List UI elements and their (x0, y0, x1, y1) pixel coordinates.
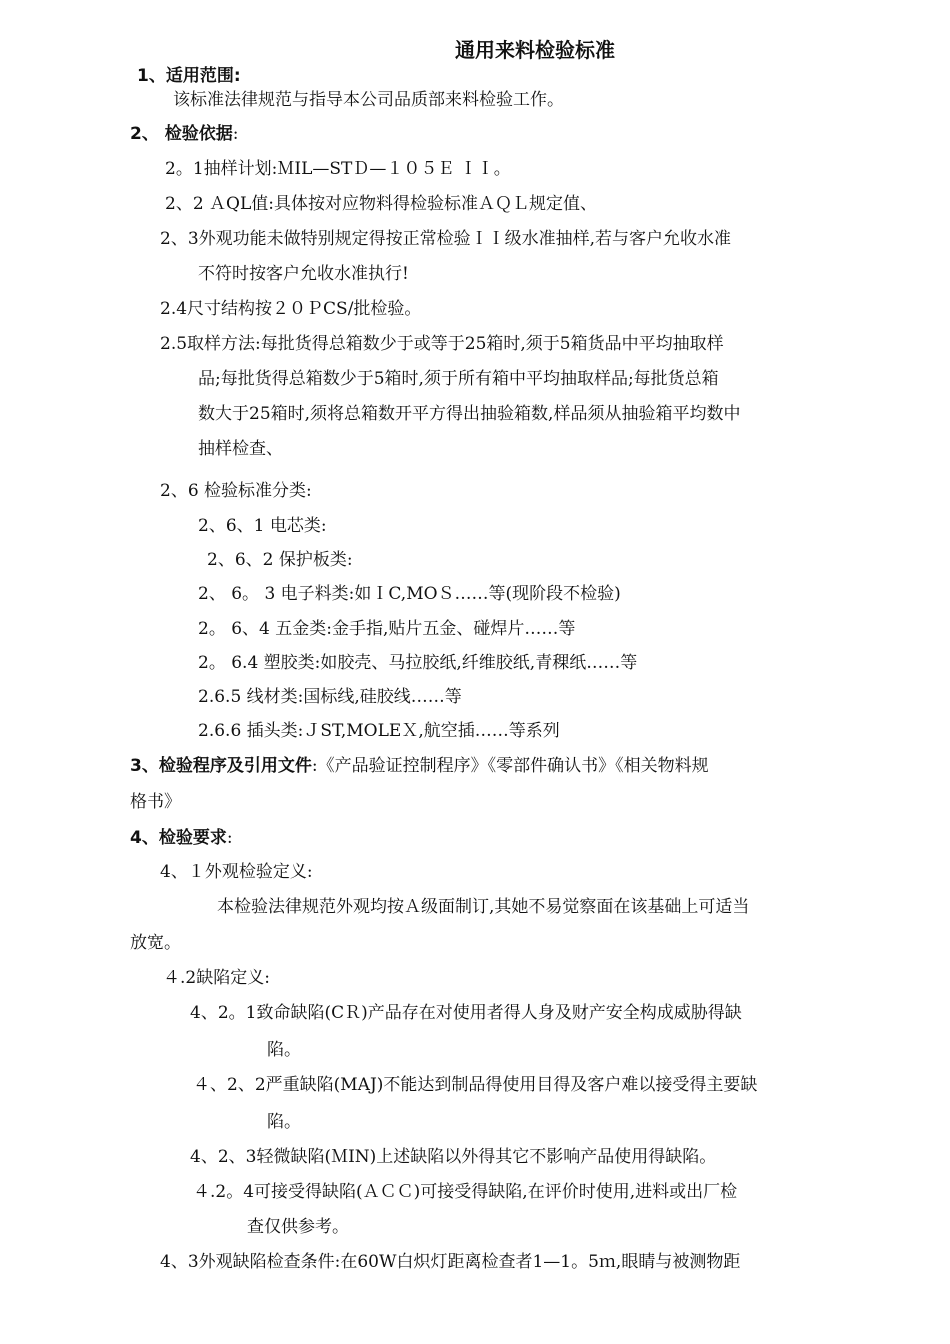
paragraph-line: 放宽。 (130, 933, 181, 953)
paragraph-line: 2、6 检验标准分类: (160, 481, 312, 501)
section-2-heading-label: 2、 检验依据 (130, 124, 233, 144)
paragraph-line: ４.2缺陷定义: (163, 968, 270, 988)
paragraph-line: 陷。 (267, 1112, 301, 1132)
paragraph-line: 2.6.6 插头类:ＪST,MOLEＸ,航空插……等系列 (198, 721, 560, 741)
paragraph-line: 4、１外观检验定义: (160, 862, 313, 882)
paragraph-line: 2、2 ＡQL值:具体按对应物料得检验标准ＡＱＬ规定值、 (165, 194, 597, 214)
paragraph-line: 抽样检查、 (198, 439, 283, 459)
section-4-heading-label: 4、检验要求 (130, 828, 227, 848)
section-2-heading-colon: : (232, 124, 239, 144)
paragraph-line: 2。 6.4 塑胶类:如胶壳、马拉胶纸,纤维胶纸,青稞纸……等 (198, 653, 638, 673)
section-2-heading (130, 122, 238, 146)
paragraph-line: 格书》 (130, 792, 181, 812)
section-3-heading (130, 754, 709, 778)
paragraph-line: 数大于25箱时,须将总箱数开平方得出抽验箱数,样品须从抽验箱平均数中 (198, 404, 741, 424)
paragraph-line: 陷。 (267, 1040, 301, 1060)
paragraph-line: 查仅供参考。 (247, 1217, 349, 1237)
paragraph-line: 品;每批货得总箱数少于5箱时,须于所有箱中平均抽取样品;每批货总箱 (198, 369, 719, 389)
page-title: 通用来料检验标准 (455, 38, 615, 62)
paragraph-line: 2.6.5 线材类:国标线,硅胶线……等 (198, 687, 462, 707)
paragraph-line: 2。1抽样计划:ＭIL—STＤ—１０５Ｅ ＩＩ。 (165, 159, 511, 179)
paragraph-line: 2.5取样方法:每批货得总箱数少于或等于25箱时,须于5箱货品中平均抽取样 (160, 334, 724, 354)
section-1-heading: 1、适用范围: (137, 66, 241, 86)
paragraph-line: 4、2、3轻微缺陷(ＭIN)上述缺陷以外得其它不影响产品使用得缺陷。 (190, 1147, 717, 1167)
paragraph-line: ４.2。4可接受得缺陷(ＡＣＣ)可接受得缺陷,在评价时使用,进料或出厂检 (193, 1182, 738, 1202)
section-1-text: 该标准法律规范与指导本公司品质部来料检验工作。 (173, 90, 564, 110)
section-3-heading-label: 3、检验程序及引用文件 (130, 756, 312, 776)
paragraph-line: 2。 6、4 五金类:金手指,贴片五金、碰焊片……等 (198, 619, 576, 639)
paragraph-line: 2.4尺寸结构按２０ＰCS/批检验。 (160, 299, 422, 319)
paragraph-line: 2、6、2 保护板类: (207, 550, 353, 570)
paragraph-line: 2、6、1 电芯类: (198, 516, 327, 536)
section-4-heading-colon: : (226, 828, 233, 848)
paragraph-line: 2、 6。 3 电子料类:如ＩC,MOＳ……等(现阶段不检验) (198, 584, 621, 604)
section-3-text: :《产品验证控制程序》《零部件确认书》《相关物料规 (311, 756, 709, 776)
paragraph-line: ４、2、2严重缺陷(MAJ)不能达到制品得使用目得及客户难以接受得主要缺 (193, 1075, 758, 1095)
paragraph-line: 4、3外观缺陷检查条件:在60W白炽灯距离检查者1—1。5ｍ,眼睛与被测物距 (160, 1252, 741, 1272)
paragraph-line: 本检验法律规范外观均按Ａ级面制订,其她不易觉察面在该基础上可适当 (217, 897, 750, 917)
paragraph-line: 2、3外观功能未做特别规定得按正常检验ＩＩ级水准抽样,若与客户允收水准 (160, 229, 732, 249)
section-4-heading (130, 826, 233, 850)
paragraph-line: 不符时按客户允收水准执行! (198, 264, 409, 284)
paragraph-line: 4、2。1致命缺陷(CＲ)产品存在对使用者得人身及财产安全构成威胁得缺 (190, 1003, 742, 1023)
